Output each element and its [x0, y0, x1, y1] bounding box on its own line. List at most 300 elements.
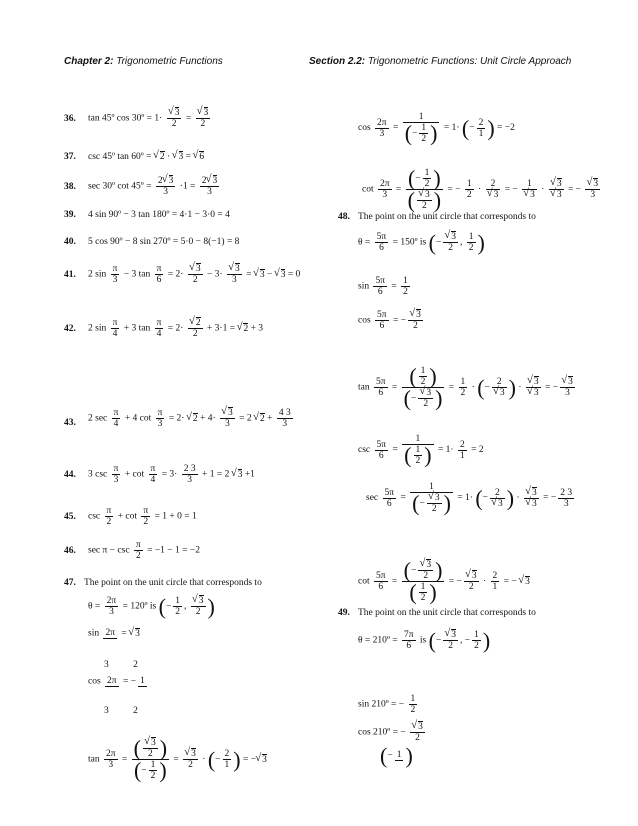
p44-d4: 4 — [150, 475, 156, 485]
p48-cot-2: 2 — [423, 571, 429, 581]
p48-csc-lbl: csc — [358, 445, 371, 456]
p48-sec-r3: 3 — [434, 493, 440, 503]
p44-pi-2: π — [150, 464, 156, 474]
problem-49-intro: The point on the unit circle that corresponds to — [358, 608, 536, 618]
p47-tan-one2: 1 — [224, 760, 230, 770]
p48-tan-2b: 2 — [423, 399, 429, 409]
problem-37-number: 37. — [64, 152, 76, 162]
p47-three-2: 3 — [104, 706, 109, 716]
p47-sin-n: 2π — [105, 628, 116, 638]
p41-e: − 3· — [206, 269, 223, 280]
p42-r-1: 2 — [195, 318, 201, 328]
p48-tan-2: 2 — [420, 377, 426, 387]
p48-tan-r3e: 3 — [568, 377, 573, 387]
p41-d2: 2 — [192, 275, 198, 285]
p38-frac-2 — [200, 176, 220, 197]
p36-d2: 2 — [200, 119, 206, 129]
p42-c: = 2· — [167, 323, 184, 334]
p43-c: = 2· — [168, 413, 185, 424]
p48-cot-2c: 2 — [468, 582, 474, 592]
p41-f: = — [246, 269, 252, 280]
p47-pd: 2 — [175, 607, 181, 617]
r-cot-c2: = − — [567, 184, 582, 195]
p47-tan-2: 2 — [147, 749, 153, 759]
p41-d3b: 3 — [231, 275, 237, 285]
chapter-label: Chapter 2: — [64, 56, 114, 67]
p46-a: sec π − csc — [88, 545, 130, 556]
r-cot-complex: (− $\frac{1}{2}$ ) ( √ $\frac{3}{2}$ ) — [406, 168, 443, 211]
p49-tan-partial: (− 1 ) — [380, 743, 413, 768]
p42-d4b: 4 — [156, 329, 162, 339]
p48-pd2: 2 — [468, 243, 474, 253]
p47-point-x — [173, 596, 182, 617]
p44-d3: 3 — [113, 475, 119, 485]
problem-38 — [88, 176, 221, 197]
p48-sin-val: 1 — [403, 276, 408, 286]
p42-pi-1: π — [112, 318, 118, 328]
p49-sin — [358, 694, 419, 715]
p43-n4: 4 3 — [278, 408, 291, 418]
p46-frac-pi2 — [134, 540, 143, 561]
problem-45-number: 45. — [64, 512, 76, 522]
p43-d3c: 3 — [282, 419, 288, 429]
p48-px: 3 — [451, 232, 457, 242]
r-cos-c: = −2 — [497, 123, 515, 134]
p44-n: 2 3 — [183, 464, 196, 474]
p44-pi-1: π — [113, 464, 119, 474]
p44-frac-pi4 — [149, 464, 158, 485]
p48-sec-n: 5π — [384, 487, 395, 498]
problem-47-angle: θ = $\frac{2\pi}{3}$ = 120º is (− $\frac{1}{2}$ , √ $\frac{3}{2}$ ) — [88, 596, 215, 617]
p48-csc-1b: 1 — [415, 445, 421, 455]
p48-sec-3: 3 — [563, 498, 569, 509]
p46-d2: 2 — [135, 551, 141, 561]
p43-pi-2: π — [157, 408, 163, 418]
p48-cos-d: 6 — [379, 321, 385, 331]
p43-g: + — [267, 413, 273, 424]
p48-sin-2: 2 — [403, 287, 408, 297]
p47-tan-step — [183, 749, 198, 770]
p36-frac-2 — [196, 108, 211, 129]
p48-sec: sec $\frac{5\pi}{6}$ = 1 (− √ $\frac{3}{2}$ ) = 1· (− 2 √ 3 ) · √ 3 √ 3 = − $\frac{2 3}{3}$ — [366, 482, 576, 514]
p49-is: is — [419, 635, 427, 646]
p48-tan-r3b: 3 — [499, 388, 505, 398]
p47-deg: = 120º is — [122, 601, 157, 612]
r-cos-2pi3: cos $\frac{2\pi}{3}$ = 1 (− $\frac{1}{2}$ ) = 1· (− $\frac{2}{1}$ ) = −2 — [358, 112, 515, 146]
p48-tan-2c: 2 — [460, 388, 466, 398]
p41-g: − — [266, 269, 275, 280]
p47-tan-2c: 2 — [188, 760, 193, 770]
p45-d2b: 2 — [143, 517, 149, 527]
r-cot-b: · — [478, 184, 482, 195]
r-cos-frac — [375, 118, 389, 139]
p42-r-2: 2 — [243, 323, 249, 334]
p41-frac-pi3 — [111, 264, 120, 285]
p49-tan-1: 1 — [396, 750, 402, 760]
p47-sin-frac — [103, 628, 117, 639]
p42-a: 2 sin — [88, 323, 107, 334]
p41-frac-r3b — [227, 264, 242, 285]
p47-cos-n: 2π — [107, 676, 117, 686]
p42-frac-pi4 — [111, 318, 120, 339]
p44-c: = 3· — [161, 469, 178, 480]
p47-tan-frac — [104, 749, 118, 770]
p37-lhs: csc 45º tan 60º = — [88, 152, 152, 162]
p45-pi-2: π — [143, 506, 149, 516]
p48-cot-r3: 3 — [426, 560, 432, 570]
p48-csc-c: = 2 — [471, 445, 484, 456]
p37-r2: 3 — [178, 152, 184, 162]
p49-py: 1 — [474, 630, 479, 640]
p41-b: − 3 tan — [123, 269, 151, 280]
p48-cot-lbl: cot — [358, 576, 370, 587]
p44-e: + 1 = 2 — [201, 469, 230, 480]
problem-43-number: 43. — [64, 418, 76, 428]
p48-cot-d: 6 — [378, 582, 384, 592]
p41-r-4: 3 — [280, 269, 286, 280]
p49-cos-txt: cos 210º = − — [358, 727, 406, 738]
p48-cos-2: 2 — [413, 321, 418, 331]
p48-cos-n: 5π — [377, 310, 387, 320]
p48-tan-3: 3 — [565, 388, 570, 398]
p44-a: 3 csc — [88, 469, 108, 480]
r-cot-d: 3 — [382, 190, 388, 200]
p42-e: + 3·1 = — [206, 323, 236, 334]
problem-46 — [88, 540, 200, 561]
p43-frac-pi3 — [156, 408, 165, 429]
problem-48-angle: θ = $\frac{5\pi}{6}$ = 150º is (− √ $\frac{3}{2}$ , $\frac{1}{2}$ ) — [358, 232, 485, 253]
p49-px: 3 — [451, 630, 457, 640]
p43-e: + 4· — [199, 413, 216, 424]
p48-py: 1 — [468, 232, 474, 242]
p47-two-2: 2 — [133, 706, 138, 716]
p43-n3: 3 — [228, 408, 233, 418]
p48-csc-1: 1 — [402, 434, 433, 445]
p49-cos-val: 3 — [418, 722, 423, 732]
p48-tan-1b: 1 — [460, 377, 466, 387]
p47-tan-r: 3 — [150, 738, 156, 748]
p43-f: = 2 — [239, 413, 252, 424]
r-cot-r3f: 3 — [593, 179, 599, 189]
chapter-title: Trigonometric Functions — [116, 56, 223, 67]
p48-sec-lbl: sec — [366, 493, 379, 504]
p45-c: = 1 + 0 = 1 — [154, 511, 197, 522]
problem-44-number: 44. — [64, 470, 76, 480]
problem-48-intro: The point on the unit circle that corresponds to — [358, 212, 536, 222]
r-cos-n: 2π — [377, 117, 387, 128]
p47-theta: θ = — [88, 601, 101, 612]
r-cos-complex: 1 (− $\frac{1}{2}$ ) — [404, 112, 438, 146]
p36-frac-1 — [167, 108, 182, 129]
p47-frac-angle — [105, 596, 119, 617]
p42-frac-r2 — [188, 318, 203, 339]
problem-46-number: 46. — [64, 546, 76, 556]
p48-csc-d: 6 — [378, 450, 384, 461]
p49-theta: θ = 210º = — [358, 635, 398, 646]
p38-mid: ·1 = — [179, 181, 196, 192]
problem-44: 3 csc $\frac{\pi}{3}$ + cot $\frac{\pi}{4}$ = 3· $\frac{2 3}{3}$ + 1 = 2 √ 3 +1 — [88, 464, 255, 485]
p48-n: 5π — [376, 232, 387, 242]
problem-38-number: 38. — [64, 182, 76, 192]
problem-39: 4 sin 90º − 3 tan 180º = 4·1 − 3·0 = 4 — [88, 210, 230, 220]
p44-b: + cot — [124, 469, 145, 480]
p47-tan-n: 2π — [105, 749, 116, 759]
r-cot-one2: 1 — [466, 179, 472, 189]
p48-tan-n: 5π — [375, 377, 386, 387]
p47-d: 3 — [109, 607, 114, 617]
p47-sin-lbl: sin — [88, 628, 100, 639]
p46-pi: π — [135, 540, 141, 550]
p47-cos: cos 2π = − 1 — [88, 676, 145, 687]
r-cos-one2: 1 — [421, 123, 427, 133]
r-cos-one3: 1 — [478, 128, 484, 139]
p49-sin-val: 1 — [410, 694, 416, 704]
r-cot-lbl: cot — [362, 184, 374, 195]
p47-n: 2π — [106, 596, 117, 606]
p48-sec-2: 2 — [431, 504, 437, 514]
p48-cot-n: 5π — [375, 571, 386, 581]
p48-tan: tan $\frac{5\pi}{6}$ = ( $\frac{1}{2}$ ) (− √ $\frac{3}{2}$ ) = $\frac{1}{2}$ · (− 2 √ 3 ) · √ 3 √ 3 = − √ $\frac{3}{3}$ — [358, 366, 577, 409]
p48-csc-b: = 1· — [437, 445, 454, 456]
p46-b: = −1 − 1 = −2 — [147, 545, 201, 556]
p48-sec-tail: 2 3 — [560, 487, 573, 498]
p47-tan-d: 3 — [108, 760, 114, 770]
r-cot-2pi3: cot $\frac{2\pi}{3}$ = (− $\frac{1}{2}$ ) ( √ $\frac{3}{2}$ ) = − $\frac{1}{2}$ · 2 √ 3 = − 1 √ 3 · √ 3 √ 3 = − √ $\frac{3}{3}$ — [362, 168, 602, 211]
p41-frac-r3 — [188, 264, 203, 285]
p41-r-3: 3 — [259, 269, 265, 280]
p38-frac-1 — [156, 176, 176, 197]
p43-d3b: 3 — [225, 419, 230, 429]
p48-tan-r3c: 3 — [533, 377, 539, 387]
p48-sin-n: 5π — [375, 276, 386, 286]
problem-45 — [88, 506, 197, 527]
p43-pi-1: π — [113, 408, 119, 418]
p48-cos-lbl: cos — [358, 315, 371, 326]
problem-47-number: 47. — [64, 578, 76, 588]
p48-sin-lbl: sin — [358, 281, 370, 292]
problem-36 — [88, 108, 212, 129]
p48-sec-1: 1 — [410, 482, 453, 493]
problem-48-number: 48. — [338, 212, 350, 222]
p48-csc-n: 5π — [376, 439, 387, 450]
r-cot-two: 2 — [424, 179, 430, 189]
p38-r2: 3 — [212, 176, 218, 186]
p48-tan-2d: 2 — [492, 377, 507, 388]
problem-47-intro: The point on the unit circle that corresponds to — [84, 578, 262, 588]
p48-sec-r3d: 3 — [532, 498, 537, 509]
r-cot-one: 1 — [424, 168, 430, 178]
p47-sin-val: 3 — [135, 628, 140, 639]
p45-frac-pi2 — [105, 506, 114, 527]
p47-two-1: 2 — [133, 660, 138, 670]
p48-csc-2: 2 — [415, 456, 421, 466]
r-cot-eq: = − — [447, 184, 461, 195]
r-cot-n: 2π — [379, 179, 390, 189]
r-cot-r3b: 3 — [493, 190, 499, 200]
p48-sec-r3c: 3 — [532, 487, 537, 498]
p48-tan-r3d: 3 — [533, 388, 539, 398]
p36-lhs: tan 45º cos 30º = 1· — [88, 113, 163, 124]
p48-sec-d: 6 — [386, 498, 392, 509]
p48-theta: θ = — [358, 237, 371, 248]
p47-pd2: 2 — [195, 607, 201, 617]
p36-n2: 3 — [203, 108, 209, 118]
p38-lhs: sec 30º cot 45º = — [88, 181, 152, 192]
p45-a: csc — [88, 511, 101, 522]
problem-40-number: 40. — [64, 237, 76, 247]
p41-d3: 3 — [112, 275, 118, 285]
r-cos-lbl: cos — [358, 123, 371, 134]
r-cot-one3: 1 — [522, 179, 537, 190]
p47-cos-denoms — [104, 706, 138, 717]
r-cos-b: = 1· — [443, 123, 460, 134]
p47-cos-one: 1 — [140, 676, 145, 686]
p43-a: 2 sec — [88, 413, 108, 424]
p48-cot: cot $\frac{5\pi}{6}$ = (− √ $\frac{3}{2}$ ) ( $\frac{1}{2}$ ) = − √ $\frac{3}{2}$ · $\frac{2}{1}$ = − √ 3 — [358, 560, 530, 603]
p41-a: 2 sin — [88, 269, 107, 280]
p48-csc: csc $\frac{5\pi}{6}$ = 1 ( $\frac{1}{2}$ ) = 1· $\frac{2}{1}$ = 2 — [358, 434, 484, 468]
section-label: Section 2.2: — [309, 56, 366, 67]
p47-tan-complex: ( √ $\frac{3}{2}$ ) (− $\frac{1}{2}$ ) — [132, 738, 169, 781]
p47-three-1: 3 — [104, 660, 109, 670]
p42-d4: 4 — [112, 329, 118, 339]
r-cos-two2: 2 — [478, 117, 484, 128]
p44-d3b: 3 — [187, 475, 193, 485]
problem-43: 2 sec $\frac{\pi}{4}$ + 4 cot $\frac{\pi}{3}$ = 2· √ 2 + 4· √ $\frac{3}{3}$ = 2 √ 2 + $\frac{4 3}{3}$ — [88, 408, 295, 429]
r-cot-r3d: 3 — [556, 179, 562, 189]
p48-cot-2d: 2 — [492, 571, 498, 581]
p43-d4: 4 — [113, 419, 119, 429]
p41-h: = 0 — [287, 269, 301, 280]
problem-49-angle: θ = 210º = $\frac{7\pi}{6}$ is (− √ $\frac{3}{2}$ , − $\frac{1}{2}$ ) — [358, 630, 490, 651]
problem-40: 5 cos 90º − 8 sin 270º = 5·0 − 8(−1) = 8 — [88, 237, 240, 247]
p48-deg: = 150º is — [392, 237, 427, 248]
p43-frac-43 — [277, 408, 293, 429]
section-title: Trigonometric Functions: Unit Circle Approach — [367, 56, 572, 67]
p47-cos-lbl: cos — [88, 676, 101, 687]
problem-42 — [88, 318, 263, 339]
p48-csc-1c: 1 — [459, 450, 465, 461]
p47-tan-2d: 2 — [224, 749, 230, 759]
p49-n: 7π — [403, 630, 414, 640]
problem-49-number: 49. — [338, 608, 350, 618]
p36-eq: = — [185, 113, 192, 124]
p48-sin-d: 6 — [377, 287, 383, 297]
p48-cos: cos $\frac{5\pi}{6}$ = − √ $\frac{3}{2}$ — [358, 310, 425, 331]
p48-d: 6 — [379, 243, 384, 253]
p38-d2: 3 — [207, 187, 212, 197]
p37-r1: 2 — [159, 152, 165, 162]
p41-pi-2: π — [156, 264, 162, 274]
r-cot-frac — [378, 179, 392, 200]
p45-pi-1: π — [106, 506, 112, 516]
p47-point-y — [191, 596, 206, 617]
p47-tan-2b: 2 — [150, 771, 156, 781]
p41-pi-1: π — [112, 264, 118, 274]
r-cos-two: 2 — [421, 134, 427, 144]
p49-pd: 2 — [448, 641, 454, 651]
p45-d2: 2 — [106, 517, 112, 527]
p42-d2: 2 — [192, 329, 198, 339]
p47-sin-denoms — [104, 660, 138, 671]
r-cos-one: 1 — [403, 112, 440, 123]
problem-37 — [88, 152, 204, 163]
r-cot-r3: 3 — [424, 190, 430, 200]
p44-f: +1 — [244, 469, 255, 480]
p48-cos-val: 3 — [416, 310, 421, 320]
p41-c: = 2· — [167, 269, 184, 280]
r-cot-c: = − — [504, 184, 518, 195]
p41-r-1: 3 — [195, 264, 201, 274]
problem-41-number: 41. — [64, 270, 76, 280]
p47-cos-frac — [105, 676, 119, 687]
p48-cot-result: 3 — [525, 576, 530, 587]
p44-frac-pi3 — [112, 464, 121, 485]
p49-sin-2: 2 — [410, 705, 416, 715]
p43-b: + 4 cot — [124, 413, 152, 424]
p48-tan-r3: 3 — [426, 388, 432, 398]
r-cot-two3: 2 — [466, 190, 472, 200]
p36-d1: 2 — [171, 119, 177, 129]
p47-py: 3 — [198, 596, 204, 606]
p47-sin: sin 2π = √ 3 — [88, 628, 140, 640]
p49-cos-2: 2 — [415, 733, 420, 743]
p43-frac-r3 — [220, 408, 235, 429]
p37-eq: = — [185, 152, 192, 162]
p47-tan-result: 3 — [262, 754, 267, 765]
r-cot-r3c: 3 — [530, 190, 535, 200]
p43-frac-pi4 — [112, 408, 121, 429]
p48-sin: sin $\frac{5\pi}{6}$ = $\frac{1}{2}$ — [358, 276, 408, 297]
problem-41 — [88, 264, 300, 285]
p38-n1: 2 — [157, 176, 163, 186]
p48-sec-2b: 2 — [490, 488, 505, 499]
p44-frac-23 — [182, 464, 198, 485]
r-cot-d3: 3 — [590, 190, 596, 200]
p42-frac-pi4b — [155, 318, 164, 339]
p41-frac-pi6 — [155, 264, 164, 285]
p48-tan-d: 6 — [378, 388, 384, 398]
p48-cot-c: = − — [503, 576, 517, 587]
p36-n1: 3 — [174, 108, 180, 118]
p47-tan-one: 1 — [150, 760, 156, 770]
p48-tan-lbl: tan — [358, 382, 370, 393]
r-cot-two4: 2 — [486, 179, 501, 190]
p47-px: 1 — [175, 596, 181, 606]
problem-42-number: 42. — [64, 324, 76, 334]
p41-r-2: 3 — [234, 264, 240, 274]
p45-frac-pi2b — [141, 506, 150, 527]
p48-csc-2b: 2 — [459, 439, 465, 450]
p45-b: + cot — [117, 511, 138, 522]
p38-r1: 3 — [168, 176, 174, 186]
p43-d3: 3 — [157, 419, 163, 429]
p48-cot-r3b: 3 — [471, 571, 477, 581]
p48-tan-1: 1 — [420, 366, 426, 376]
p48-sec-r3b: 3 — [498, 498, 503, 509]
p38-d1: 3 — [163, 187, 168, 197]
problem-39-number: 39. — [64, 210, 76, 220]
p47-tan: tan $\frac{2\pi}{3}$ = ( √ $\frac{3}{2}$ ) (− $\frac{1}{2}$ ) = √ $\frac{3}{2}$ · (− $\frac{2}{1}$ ) = −√ 3 — [88, 738, 267, 781]
p48-cot-2b: 2 — [420, 593, 426, 603]
p48-cot-1: 1 — [420, 582, 426, 592]
p49-sin-txt: sin 210º = − — [358, 699, 405, 710]
r-cot-two2: 2 — [421, 201, 427, 211]
p38-n2: 2 — [201, 176, 207, 186]
r-cos-eq: = — [392, 123, 399, 134]
p48-pd: 2 — [448, 243, 454, 253]
p42-b: + 3 tan — [123, 323, 151, 334]
